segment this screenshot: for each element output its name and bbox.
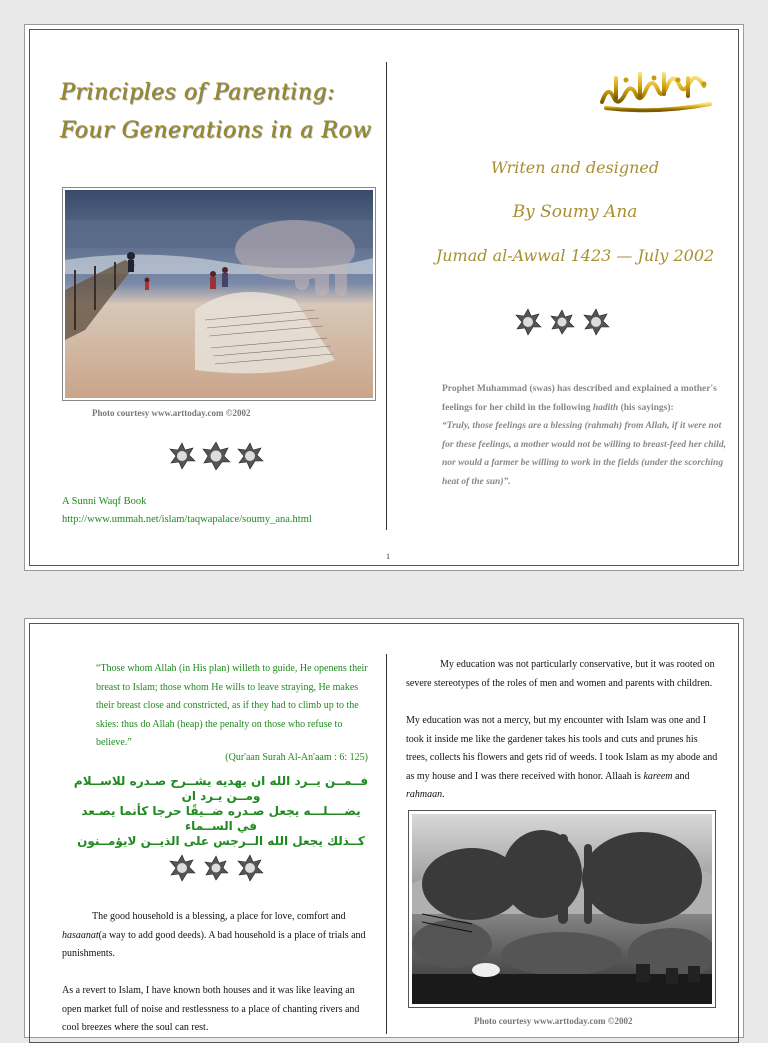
photo-credit-1: Photo courtesy www.arttoday.com ©2002 bbox=[92, 408, 251, 418]
hadith-block bbox=[442, 380, 732, 491]
author-line-1: Writen and designed bbox=[490, 158, 660, 177]
arabic-verse bbox=[70, 774, 372, 849]
hadith-intro-end: (his sayings): bbox=[620, 402, 674, 413]
rahmaan-word: rahmaan bbox=[406, 789, 443, 800]
title-line-1: Principles of Parenting: bbox=[60, 80, 335, 105]
page-number: 1 bbox=[386, 552, 390, 561]
household-text-b: (a way to add good deeds). A bad household is a place of trials and punishments. bbox=[62, 929, 366, 959]
publication-date: Jumad al-Awwal 1423 — July 2002 bbox=[435, 246, 715, 265]
education-text: My education was not a mercy, but my encounter with Islam was one and I took it inside me like the gardener takes his tools and cuts and prunes his trees, collects his flowers and gets rid of weeds. I took Islam as my abode and as my house and I was there received with honor. bbox=[406, 715, 718, 782]
arabic-line-1: فــمــن يــرد الله ان يهديه يشــرح صـدره للاســلام ومــن يـرد ان bbox=[73, 774, 369, 803]
ornament-row-page2 bbox=[168, 854, 264, 887]
author-name: By Soumy Ana bbox=[512, 202, 638, 222]
allah-is-text: Allaah is bbox=[605, 770, 641, 782]
hadith-word: hadith bbox=[592, 402, 619, 413]
publisher-label: A Sunni Waqf Book bbox=[62, 496, 147, 507]
hadith-intro: Prophet Muhammad (swas) has described and explained a mother's feelings for her child in the following bbox=[442, 384, 717, 413]
household-paragraph-1 bbox=[62, 908, 368, 964]
hadith-quote: “Truly, those feelings are a blessing (rahmah) from Allah, if it were not for these feelings, a mother would not be willing to breast-feed her child, nor would a farmer be willing to work in the fields (under the scorching heat of the sun)”. bbox=[442, 421, 726, 487]
ornament-row-right bbox=[514, 308, 610, 341]
star-ornament-icon bbox=[168, 854, 264, 882]
arabic-line-2: يضــــلـــه يجعل صـدره ضــيقًا حرجا كأنما يصـعد في الســماء bbox=[81, 804, 361, 833]
page-2-frame bbox=[29, 623, 739, 1043]
star-ornament-icon bbox=[514, 308, 610, 336]
arabic-line-3: كــذلك يجعل الله الــرجس على الذيــن لايؤمــنون bbox=[77, 834, 365, 848]
hasaanat-word: hasaanat bbox=[62, 929, 99, 941]
page-1 bbox=[24, 24, 744, 571]
book-title bbox=[60, 74, 371, 150]
page-2 bbox=[24, 618, 744, 1038]
household-text-a: The good household is a blessing, a place for love, comfort and bbox=[92, 911, 346, 922]
column-divider bbox=[386, 62, 387, 530]
column-divider-2 bbox=[386, 654, 387, 1034]
bismillah-calligraphy bbox=[596, 68, 720, 116]
page-1-frame bbox=[29, 29, 739, 566]
beach-photo bbox=[62, 187, 376, 401]
and-word: and bbox=[675, 770, 690, 782]
ornament-row-left bbox=[168, 442, 264, 475]
quran-quote: “Those whom Allah (in His plan) willeth to guide, He openens their breast to Islam; those whom He wills to leave straying, He makes their breast close and constricted, as if they had to climb up to the skies: thus do Allah (heap) the penalty on those who refuse to believe.” bbox=[96, 663, 368, 748]
education-paragraph-1: My education was not particularly conservative, but it was rooted on severe stereotypes of the roles of men and women and parents with children. bbox=[406, 659, 715, 689]
website-link[interactable]: http://www.ummah.net/islam/taqwapalace/soumy_ana.html bbox=[62, 514, 312, 525]
education-paragraph-2: My education was not a mercy, but my encounter with Islam was one and I took it inside me like the gardener takes his tools and cuts and prunes his trees, collects his flowers and gets rid of weeds. I took Islam as my abode and as my house and I was there received with honor. Allaah is kareem and rahmaan. bbox=[406, 715, 718, 800]
star-ornament-icon bbox=[168, 442, 264, 470]
garden-photo bbox=[408, 810, 716, 1008]
household-paragraph-2: As a revert to Islam, I have known both houses and it was like leaving an open market full of noise and restlessness to a place of chanting rivers and cool breezes where the soul can rest. bbox=[62, 985, 360, 1033]
kareem-word: kareem bbox=[643, 770, 673, 782]
quran-reference: (Qur'aan Surah Al-An'aam : 6: 125) bbox=[225, 752, 368, 763]
photo-credit-2: Photo courtesy www.arttoday.com ©2002 bbox=[474, 1016, 633, 1026]
title-line-2: Four Generations in a Row bbox=[60, 118, 372, 143]
